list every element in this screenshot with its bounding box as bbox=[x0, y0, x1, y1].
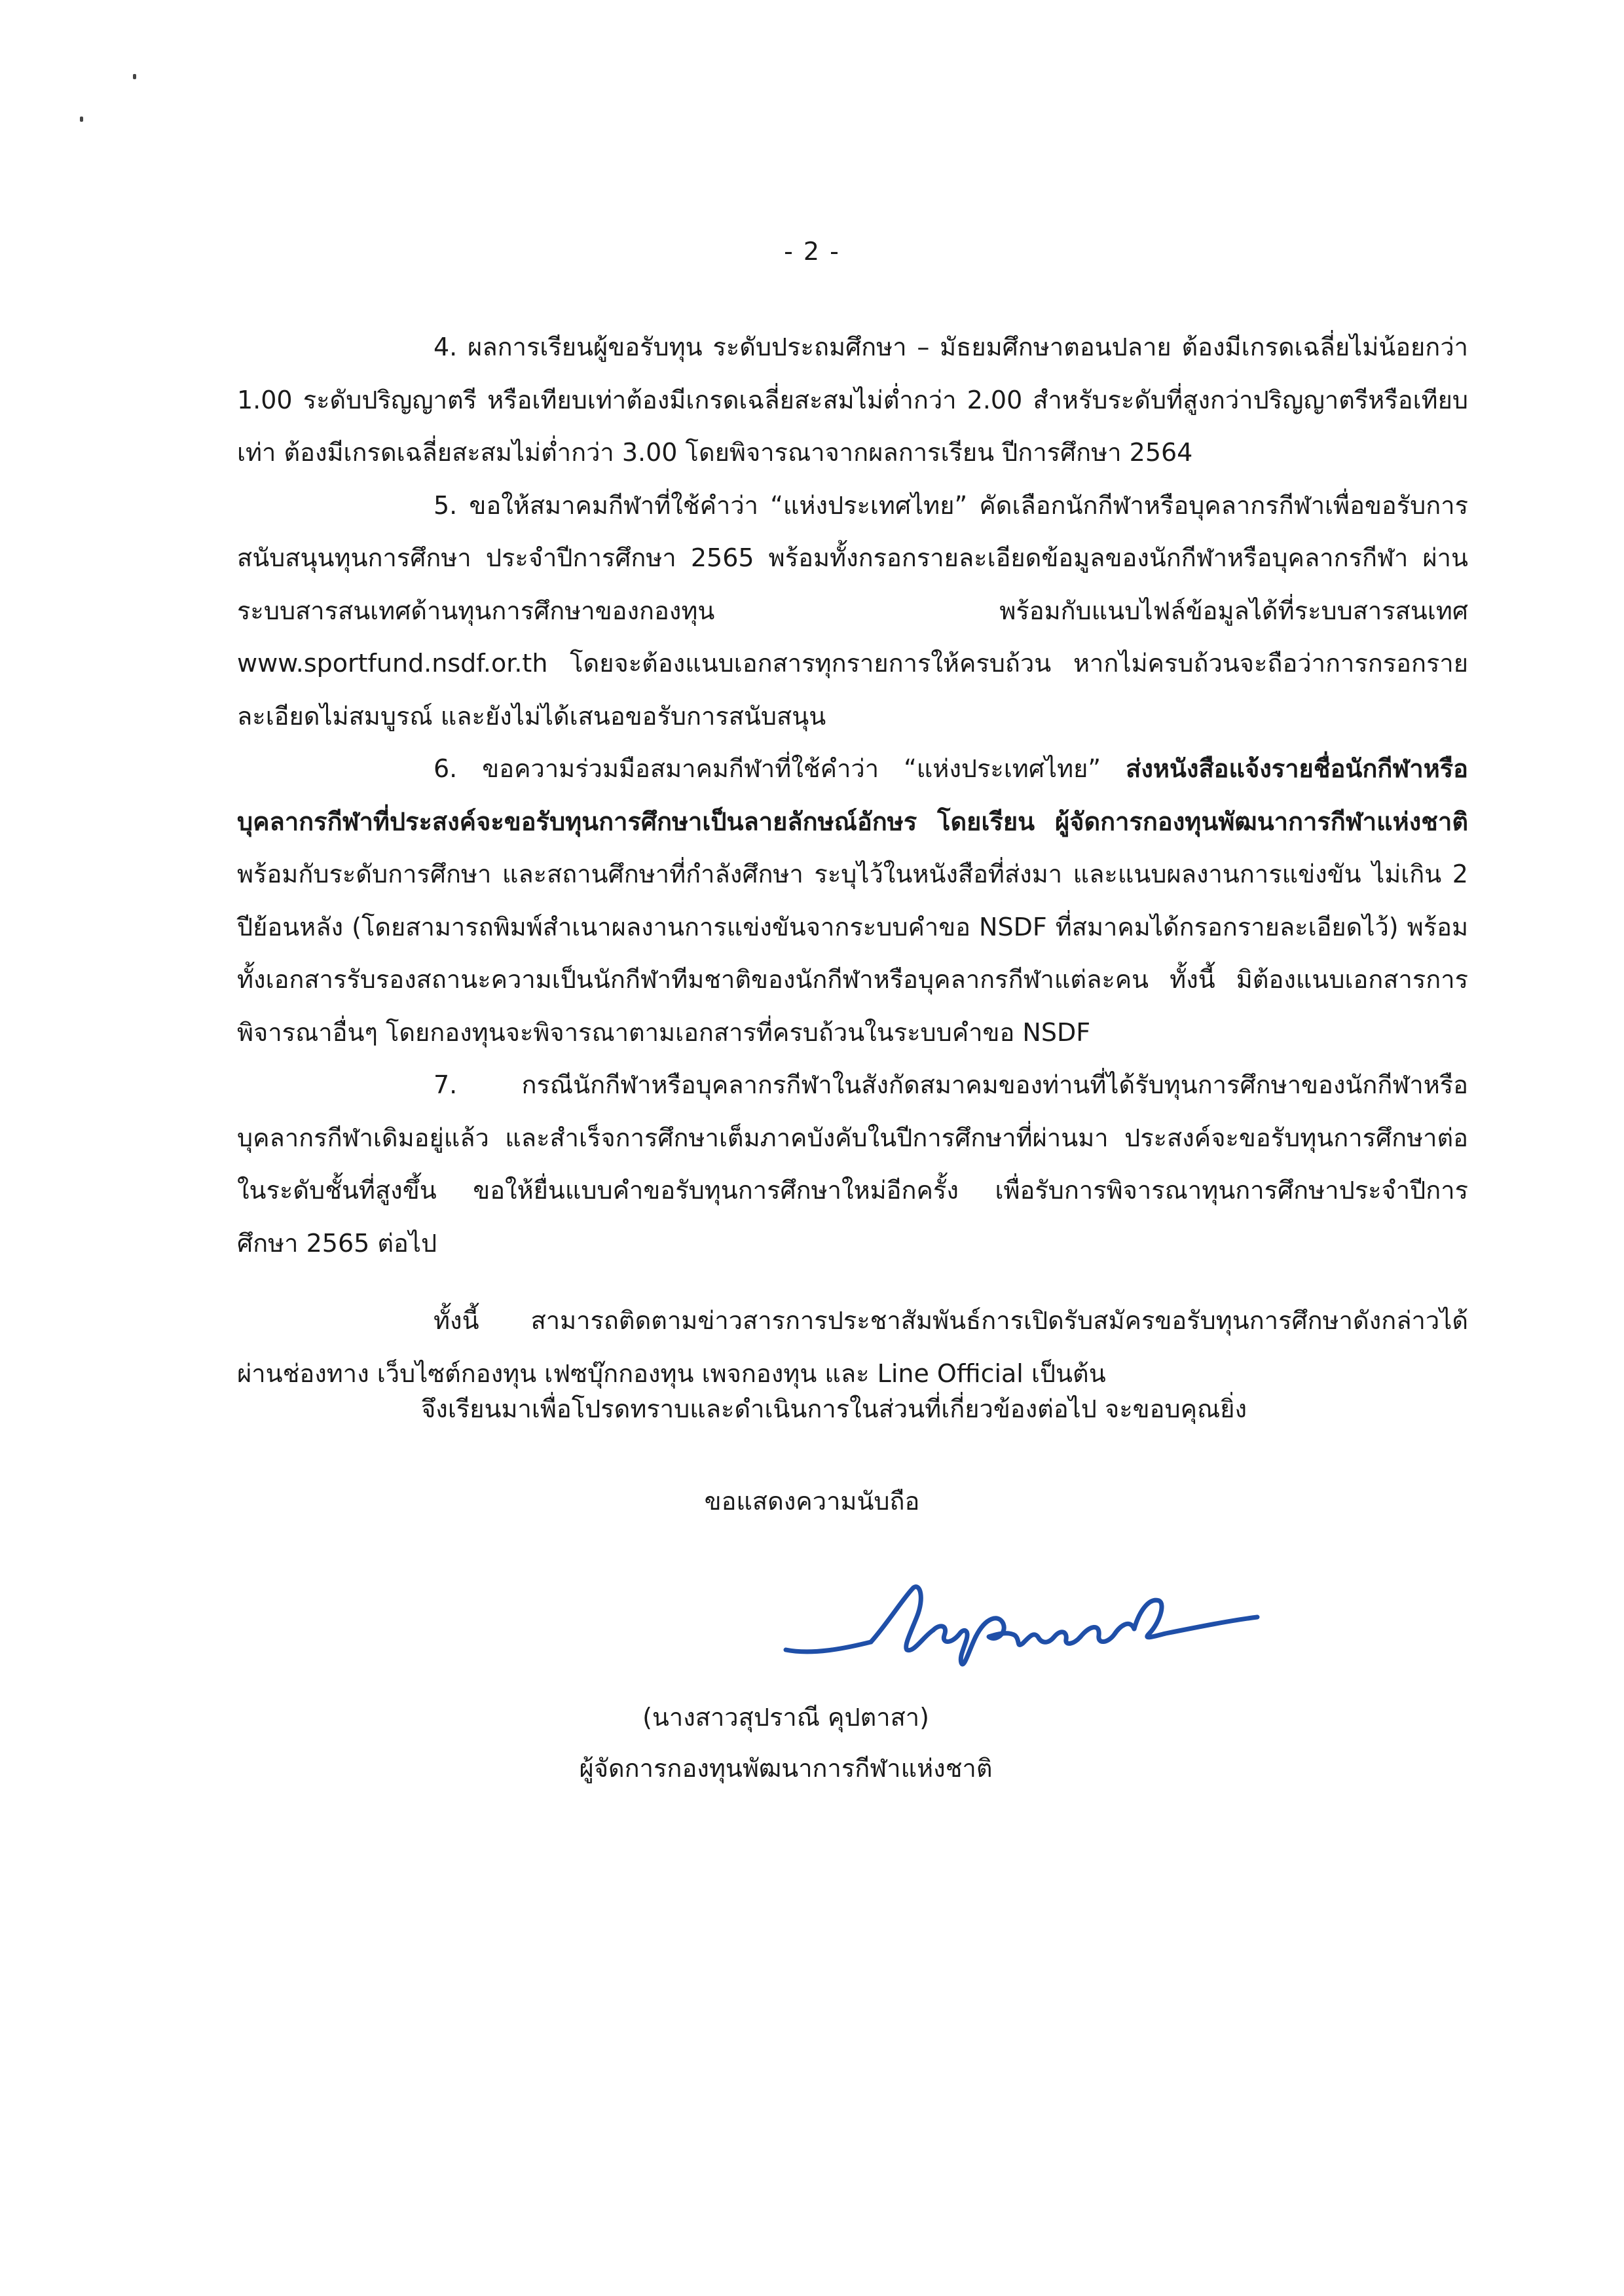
regards-text: ขอแสดงความนับถือ bbox=[704, 1487, 920, 1516]
letter-body bbox=[237, 321, 1468, 1400]
paragraph-channels: ทั้งนี้ สามารถติดตามข่าวสารการประชาสัมพันธ์การเปิดรับสมัครขอรับทุนการศึกษาดังกล่าวได้ผ่านช่องทาง เว็บไซต์กองทุน เฟซบุ๊กกองทุน เพจกองทุน และ Line Official เป็นต้น bbox=[237, 1306, 1468, 1388]
paragraph-6-intro: 6. ขอความร่วมมือสมาคมกีฬาที่ใช้คำว่า “แห่งประเทศไทย” bbox=[434, 754, 1126, 783]
handwritten-signature bbox=[773, 1571, 1270, 1683]
paragraph-6-bold-instruction: ส่งหนังสือแจ้งรายชื่อนักกีฬาหรือบุคลากรกีฬาที่ประสงค์จะขอรับทุนการศึกษาเป็นลายลักษณ์อักษร โดยเรียน ผู้จัดการกองทุนพัฒนาการกีฬาแห่งชาติ bbox=[237, 754, 1468, 836]
signature-stroke bbox=[1080, 1624, 1134, 1641]
signature-stroke bbox=[871, 1587, 933, 1650]
paragraph-item-5: 5. ขอให้สมาคมกีฬาที่ใช้คำว่า “แห่งประเทศไทย” คัดเลือกนักกีฬาหรือบุคลากรกีฬาเพื่อขอรับการสนับสนุนทุนการศึกษา ประจำปีการศึกษา 2565 พร้อมทั้งกรอกรายละเอียดข้อมูลของนักกีฬาหรือบุคลากรกีฬา ผ่านระบบสารสนเทศด้านทุนการศึกษาของกองทุน พร้อมกับแนบไฟล์ข้อมูลได้ที่ระบบสารสนเทศ www.sportfund.nsdf.or.th โดยจะต้องแนบเอกสารทุกรายการให้ครบถ้วน หากไม่ครบถ้วนจะถือว่าการกรอกรายละเอียดไม่สมบูรณ์ และยังไม่ได้เสนอขอรับการสนับสนุน bbox=[237, 490, 1468, 731]
page-number: - 2 - bbox=[784, 237, 840, 266]
paragraph-item-4: 4. ผลการเรียนผู้ขอรับทุน ระดับประถมศึกษา – มัธยมศึกษาตอนปลาย ต้องมีเกรดเฉลี่ยไม่น้อยกว่า 1.00 ระดับปริญญาตรี หรือเทียบเท่าต้องมีเกรดเฉลี่ยสะสมไม่ต่ำกว่า 2.00 สำหรับระดับที่สูงกว่าปริญญาตรีหรือเทียบเท่า ต้องมีเกรดเฉลี่ยสะสมไม่ต่ำกว่า 3.00 โดยพิจารณาจากผลการเรียน ปีการศึกษา 2564 bbox=[237, 333, 1468, 467]
signer-title: ผู้จัดการกองทุนพัฒนาการกีฬาแห่งชาติ bbox=[579, 1754, 993, 1783]
signature-stroke bbox=[976, 1618, 1080, 1645]
scan-speck bbox=[80, 117, 83, 122]
paragraph-item-6 bbox=[237, 742, 1468, 1059]
paragraph-6-details: พร้อมกับระดับการศึกษา และสถานศึกษาที่กำลังศึกษา ระบุไว้ในหนังสือที่ส่งมา และแนบผลงานการแข่งขัน ไม่เกิน 2 ปีย้อนหลัง (โดยสามารถพิมพ์สำเนาผลงานการแข่งขันจากระบบคำขอ NSDF ที่สมาคมได้กรอกรายละเอียดไว้) พร้อมทั้งเอกสารรับรองสถานะความเป็นนักกีฬาทีมชาติของนักกีฬาหรือบุคลากรกีฬาแต่ละคน ทั้งนี้ มิต้องแนบเอกสารการพิจารณาอื่นๆ โดยกองทุนจะพิจารณาตามเอกสารที่ครบถ้วนในระบบคำขอ NSDF bbox=[237, 860, 1468, 1047]
signature-stroke bbox=[933, 1626, 976, 1664]
scan-speck bbox=[133, 74, 136, 79]
signature-stroke bbox=[1134, 1600, 1257, 1637]
signer-name: (นางสาวสุปราณี คุปตาสา) bbox=[642, 1703, 929, 1732]
closing-line: จึงเรียนมาเพื่อโปรดทราบและดำเนินการในส่วนที่เกี่ยวข้องต่อไป จะขอบคุณยิ่ง bbox=[421, 1394, 1247, 1423]
paragraph-item-7: 7. กรณีนักกีฬาหรือบุคลากรกีฬาในสังกัดสมาคมของท่านที่ได้รับทุนการศึกษาของนักกีฬาหรือบุคลากรกีฬาเดิมอยู่แล้ว และสำเร็จการศึกษาเต็มภาคบังคับในปีการศึกษาที่ผ่านมา ประสงค์จะขอรับทุนการศึกษาต่อในระดับชั้นที่สูงขึ้น ขอให้ยื่นแบบคำขอรับทุนการศึกษาใหม่อีกครั้ง เพื่อรับการพิจารณาทุนการศึกษาประจำปีการศึกษา 2565 ต่อไป bbox=[237, 1070, 1468, 1258]
signature-stroke bbox=[786, 1642, 871, 1652]
